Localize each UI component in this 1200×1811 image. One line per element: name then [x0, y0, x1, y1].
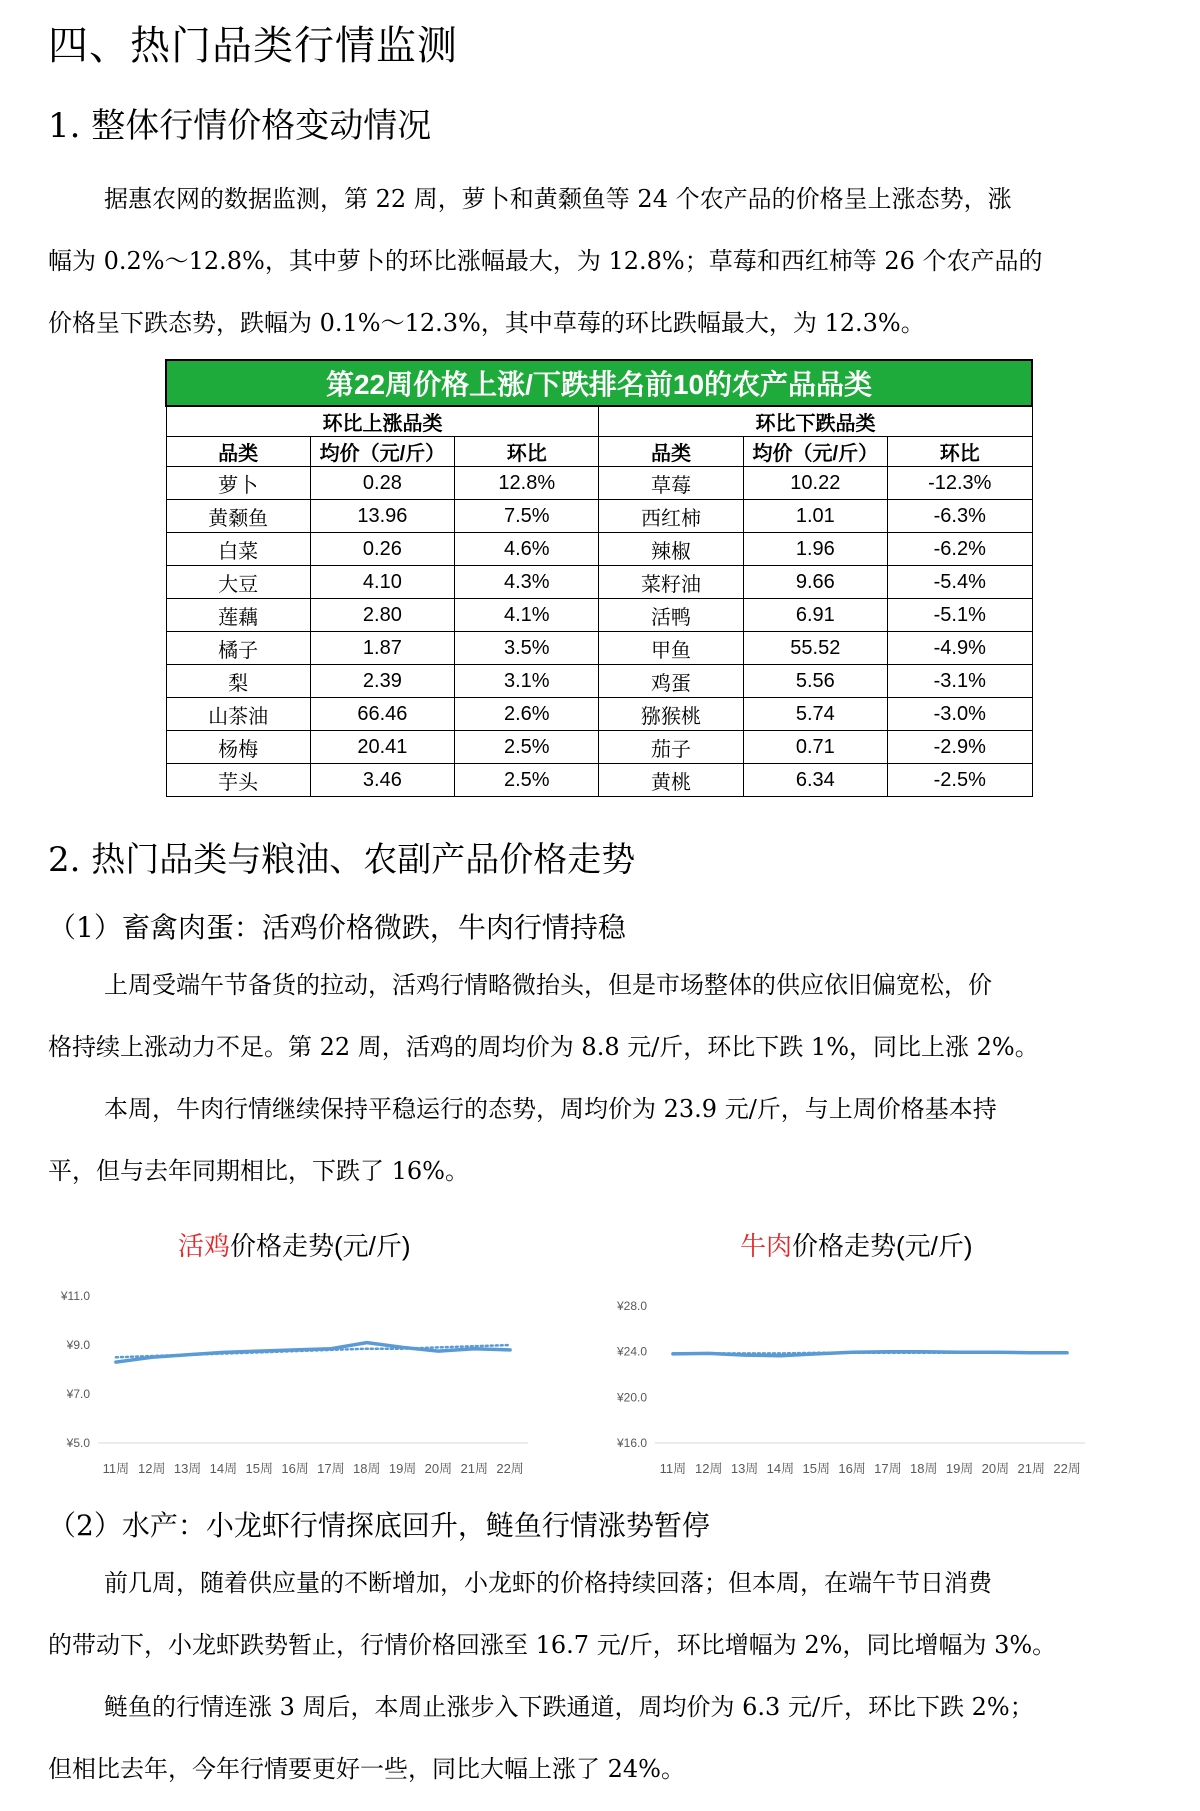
table-cell: 6.34	[743, 764, 887, 797]
paragraph-line: 的带动下，小龙虾跌势暂止，行情价格回涨至 16.7 元/斤，环比增幅为 2%，同比增幅为 3%。	[48, 1631, 1057, 1659]
table-cell: 2.39	[310, 665, 454, 698]
table-row	[166, 467, 1032, 500]
section-title: 四、热门品类行情监测	[48, 23, 458, 69]
y-tick-label: ¥7.0	[66, 1387, 90, 1401]
table-cell: 2.5%	[455, 764, 599, 797]
table-cell: 4.1%	[455, 599, 599, 632]
table-cell: -2.5%	[888, 764, 1033, 797]
col-header: 均价（元/斤）	[310, 437, 454, 467]
col-header: 环比	[455, 437, 599, 467]
table-cell: 橘子	[166, 632, 310, 665]
chart-title-highlight: 牛肉	[740, 1231, 793, 1261]
table-cell: 黄颡鱼	[166, 500, 310, 533]
table-cell: 66.46	[310, 698, 454, 731]
paragraph-chicken	[48, 954, 1158, 1078]
table-cell: 2.5%	[455, 731, 599, 764]
table-cell: 鸡蛋	[599, 665, 743, 698]
paragraph-line: 前几周，随着供应量的不断增加，小龙虾的价格持续回落；但本周，在端午节日消费	[104, 1569, 992, 1597]
group-up-header: 环比上涨品类	[166, 406, 599, 437]
table-cell: 2.80	[310, 599, 454, 632]
paragraph-line: 上周受端午节备货的拉动，活鸡行情略微抬头，但是市场整体的供应依旧偏宽松，价	[104, 971, 992, 999]
table-cell: 55.52	[743, 632, 887, 665]
col-header: 品类	[599, 437, 743, 467]
trend-line	[673, 1353, 1067, 1354]
x-tick-label: 15周	[245, 1461, 273, 1476]
x-tick-label: 11周	[102, 1461, 130, 1476]
part1-title: （1）畜禽肉蛋：活鸡价格微跌，牛肉行情持稳	[48, 911, 626, 944]
table-cell: 4.6%	[455, 533, 599, 566]
table-cell: 草莓	[599, 467, 743, 500]
x-tick-label: 13周	[173, 1461, 202, 1476]
x-tick-label: 16周	[281, 1461, 309, 1476]
table-cell: 0.26	[310, 533, 454, 566]
x-tick-label: 19周	[388, 1461, 417, 1476]
table-cell: 莲藕	[166, 599, 310, 632]
paragraph-line: 价格呈下跌态势，跌幅为 0.1%～12.3%，其中草莓的环比跌幅最大，为 12.3%。	[48, 309, 925, 337]
table-cell: -3.1%	[888, 665, 1033, 698]
table-cell: 2.6%	[455, 698, 599, 731]
col-header: 均价（元/斤）	[743, 437, 887, 467]
subsection-1-title: 1. 整体行情价格变动情况	[48, 106, 432, 146]
x-tick-label: 20周	[424, 1461, 453, 1476]
paragraph-line: 鲢鱼的行情连涨 3 周后，本周止涨步入下跌通道，周均价为 6.3 元/斤，环比下跌 2%；	[104, 1693, 1034, 1721]
x-tick-label: 15周	[802, 1461, 830, 1476]
table-cell: 梨	[166, 665, 310, 698]
x-tick-label: 18周	[353, 1461, 381, 1476]
y-tick-label: ¥16.0	[616, 1436, 647, 1450]
x-tick-label: 17周	[317, 1461, 345, 1476]
x-tick-label: 14周	[766, 1461, 795, 1476]
table-cell: 0.28	[310, 467, 454, 500]
table-cell: -6.3%	[888, 500, 1033, 533]
table-cell: 萝卜	[166, 467, 310, 500]
table-row	[166, 533, 1032, 566]
table-cell: 活鸭	[599, 599, 743, 632]
table-cell: 山茶油	[166, 698, 310, 731]
x-tick-label: 12周	[695, 1461, 723, 1476]
part2-title: （2）水产：小龙虾行情探底回升，鲢鱼行情涨势暂停	[48, 1509, 710, 1542]
table-cell: 7.5%	[455, 500, 599, 533]
table-cell: 10.22	[743, 467, 887, 500]
table-row	[166, 500, 1032, 533]
chicken-price-chart	[48, 1218, 558, 1498]
x-tick-label: 19周	[945, 1461, 974, 1476]
y-tick-label: ¥28.0	[616, 1299, 647, 1313]
x-tick-label: 22周	[496, 1461, 524, 1476]
paragraph-line: 平，但与去年同期相比，下跌了 16%。	[48, 1157, 469, 1185]
table-cell: 12.8%	[455, 467, 599, 500]
table-row	[166, 599, 1032, 632]
y-tick-label: ¥11.0	[60, 1289, 90, 1303]
chart-svg	[605, 1218, 1115, 1498]
table-cell: 辣椒	[599, 533, 743, 566]
table-cell: 6.91	[743, 599, 887, 632]
x-tick-label: 11周	[659, 1461, 687, 1476]
table-cell: 13.96	[310, 500, 454, 533]
table-cell: 黄桃	[599, 764, 743, 797]
table-cell: 3.1%	[455, 665, 599, 698]
table-cell: 猕猴桃	[599, 698, 743, 731]
table-cell: 5.74	[743, 698, 887, 731]
table-cell: 大豆	[166, 566, 310, 599]
table-title: 第22周价格上涨/下跌排名前10的农产品品类	[166, 360, 1032, 406]
x-tick-label: 20周	[981, 1461, 1010, 1476]
table-cell: 菜籽油	[599, 566, 743, 599]
paragraph-line: 据惠农网的数据监测，第 22 周，萝卜和黄颡鱼等 24 个农产品的价格呈上涨态势，涨	[104, 185, 1012, 213]
table-cell: 9.66	[743, 566, 887, 599]
table-cell: -3.0%	[888, 698, 1033, 731]
paragraph-line: 格持续上涨动力不足。第 22 周，活鸡的周均价为 8.8 元/斤，环比下跌 1%，同比上涨 2%。	[48, 1033, 1039, 1061]
paragraph-silver-carp	[48, 1676, 1158, 1800]
table-body	[166, 467, 1032, 797]
x-tick-label: 16周	[838, 1461, 866, 1476]
y-tick-label: ¥9.0	[66, 1338, 90, 1352]
table-cell: 杨梅	[166, 731, 310, 764]
x-tick-label: 21周	[460, 1461, 488, 1476]
table-cell: 甲鱼	[599, 632, 743, 665]
table-cell: -5.1%	[888, 599, 1033, 632]
chart-title-rest: 价格走势(元/斤)	[230, 1231, 411, 1261]
y-tick-label: ¥24.0	[616, 1344, 647, 1359]
x-tick-label: 12周	[138, 1461, 166, 1476]
x-tick-label: 22周	[1053, 1461, 1081, 1476]
paragraph-line: 但相比去年，今年行情要更好一些，同比大幅上涨了 24%。	[48, 1755, 685, 1783]
table-cell: -6.2%	[888, 533, 1033, 566]
x-tick-label: 14周	[209, 1461, 238, 1476]
table-cell: 1.01	[743, 500, 887, 533]
paragraph-line: 幅为 0.2%～12.8%，其中萝卜的环比涨幅最大，为 12.8%；草莓和西红柿等 26 个农产品的	[48, 247, 1043, 275]
chart-title-rest: 价格走势(元/斤)	[792, 1231, 973, 1261]
table-cell: 4.10	[310, 566, 454, 599]
paragraph-beef	[48, 1078, 1158, 1202]
ranking-table	[165, 359, 1033, 797]
table-cell: 西红柿	[599, 500, 743, 533]
x-tick-label: 13周	[730, 1461, 759, 1476]
table-row	[166, 698, 1032, 731]
group-down-header: 环比下跌品类	[599, 406, 1032, 437]
table-cell: 0.71	[743, 731, 887, 764]
col-header: 品类	[166, 437, 310, 467]
y-tick-label: ¥5.0	[66, 1436, 90, 1450]
table-cell: -2.9%	[888, 731, 1033, 764]
x-tick-label: 21周	[1017, 1461, 1045, 1476]
beef-price-chart	[605, 1218, 1115, 1498]
price-line	[116, 1343, 510, 1363]
table-cell: 3.5%	[455, 632, 599, 665]
x-tick-label: 17周	[874, 1461, 902, 1476]
paragraph-line: 本周，牛肉行情继续保持平稳运行的态势，周均价为 23.9 元/斤，与上周价格基本持	[104, 1095, 997, 1123]
paragraph-crayfish	[48, 1552, 1158, 1676]
table-row	[166, 632, 1032, 665]
table-row	[166, 665, 1032, 698]
table-cell: 20.41	[310, 731, 454, 764]
table-cell: 茄子	[599, 731, 743, 764]
table-cell: 3.46	[310, 764, 454, 797]
table-row	[166, 731, 1032, 764]
table-cell: 1.87	[310, 632, 454, 665]
table-cell: -5.4%	[888, 566, 1033, 599]
table-cell: -4.9%	[888, 632, 1033, 665]
paragraph-overall	[48, 168, 1158, 354]
table-row	[166, 764, 1032, 797]
y-tick-label: ¥20.0	[616, 1390, 647, 1405]
x-tick-label: 18周	[910, 1461, 938, 1476]
table-cell: -12.3%	[888, 467, 1033, 500]
table-cell: 4.3%	[455, 566, 599, 599]
table-row	[166, 566, 1032, 599]
chart-svg	[48, 1218, 558, 1498]
table-cell: 1.96	[743, 533, 887, 566]
col-header: 环比	[888, 437, 1033, 467]
table-cell: 芋头	[166, 764, 310, 797]
table-cell: 白菜	[166, 533, 310, 566]
table-cell: 5.56	[743, 665, 887, 698]
subsection-2-title: 2. 热门品类与粮油、农副产品价格走势	[48, 840, 636, 880]
chart-title-highlight: 活鸡	[178, 1231, 231, 1261]
